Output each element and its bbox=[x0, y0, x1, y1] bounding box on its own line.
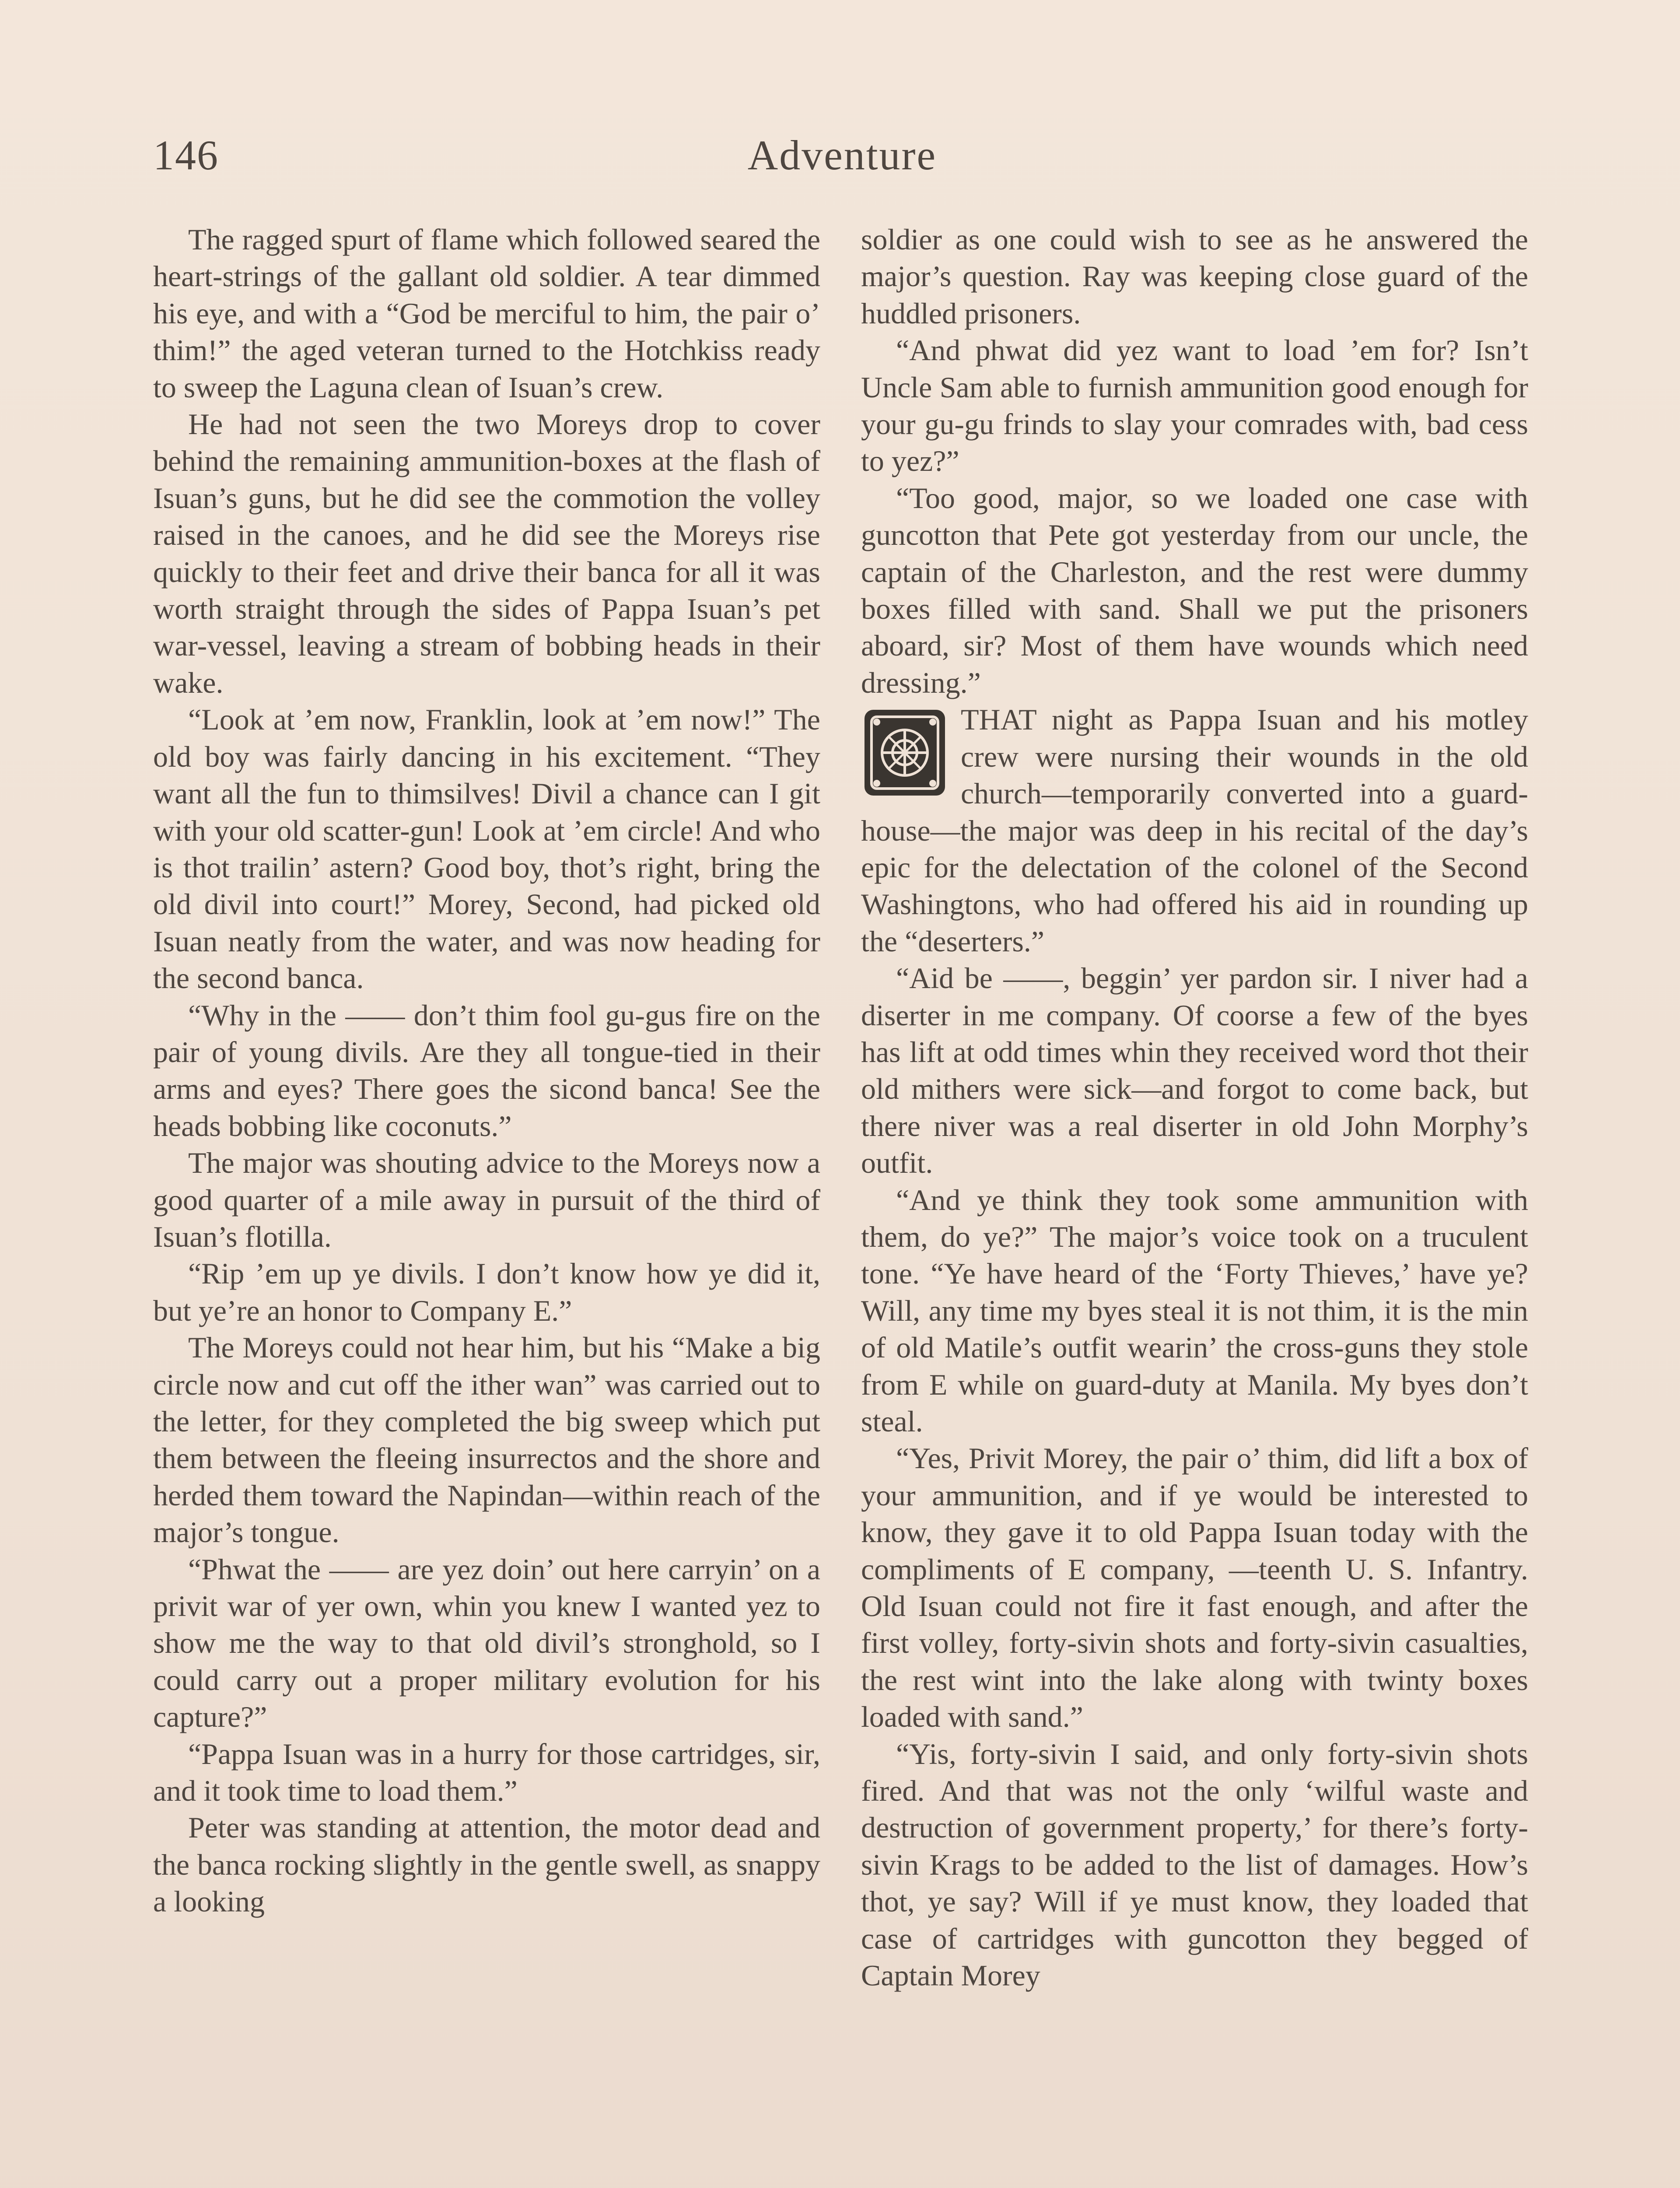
paragraph: Peter was standing at attention, the motor dead and the banca rocking slightly in the gentle swell, as snappy a looking bbox=[153, 1811, 820, 1918]
paragraph: “Pappa Isuan was in a hurry for those cartridges, sir, and it took time to load them.” bbox=[153, 1737, 820, 1808]
right-column bbox=[861, 221, 1528, 1994]
paragraph: “Phwat the —— are yez doin’ out here carryin’ on a privit war of yer own, whin you knew I wanted yez to show me the way to that old divil’s stronghold, so I could carry out a proper military evolution for his capture?” bbox=[153, 1552, 820, 1734]
paragraph: The major was shouting advice to the Moreys now a good quarter of a mile away in pursuit of the third of Isuan’s flotilla. bbox=[153, 1146, 820, 1253]
paragraph: “Why in the —— don’t thim fool gu-gus fire on the pair of young divils. Are they all tongue-tied in their arms and eyes? There goes the sicond banca! See the heads bobbing like coconuts.” bbox=[153, 998, 820, 1143]
paragraph: “And ye think they took some ammunition with them, do ye?” The major’s voice took on a truculent tone. “Ye have heard of the ‘Forty Thieves,’ have ye? Will, any time my byes steal it is not thim, it is the min of old Matile’s outfit wearin’ the cross-guns they stole from E while on guard-duty at Manila. My byes don’t steal. bbox=[861, 1183, 1528, 1438]
paragraph: “Yes, Privit Morey, the pair o’ thim, did lift a box of your ammunition, and if ye would be interested to know, they gave it to old Pappa Isuan today with the compliments of E company, —teenth U. S. Infantry. Old Isuan could not fire it fast enough, and after the first volley, forty-sivin shots and forty-sivin casualties, the rest wint into the lake along with twinty boxes loaded with sand.” bbox=[861, 1441, 1528, 1734]
paragraph: “Too good, major, so we loaded one case with guncotton that Pete got yesterday from our uncle, the captain of the Charleston, and the rest were dummy boxes filled with sand. Shall we put the prisoners aboard, sir? Most of them have wounds which need dressing.” bbox=[861, 481, 1528, 699]
paragraph: THAT night as Pappa Isuan and his motley crew were nursing their wounds in the old church—temporarily converted into a guard-house—the major was deep in his recital of the day’s epic for the delectation of the colonel of the Second Washingtons, who had offered his aid in rounding up the “deserters.” bbox=[861, 703, 1528, 958]
paragraph: soldier as one could wish to see as he answered the major’s question. Ray was keeping close guard of the huddled prisoners. bbox=[861, 223, 1528, 330]
paragraph: “And phwat did yez want to load ’em for? Isn’t Uncle Sam able to furnish ammunition good enough for your gu-gu frinds to slay your comrades with, bad cess to yez?” bbox=[861, 333, 1528, 478]
section-opening bbox=[861, 701, 1528, 960]
paragraph: He had not seen the two Moreys drop to cover behind the remaining ammunition-boxes at the flash of Isuan’s guns, but he did see the commotion the volley raised in the canoes, and he did see the Moreys rise quickly to their feet and drive their banca for all it was worth straight through the sides of Pappa Isuan’s pet war-vessel, leaving a stream of bobbing heads in their wake. bbox=[153, 407, 820, 699]
page-header bbox=[153, 127, 1531, 184]
left-column bbox=[153, 221, 820, 1920]
paragraph: “Aid be ——, beggin’ yer pardon sir. I niver had a diserter in me company. Of coorse a few of the byes has lift at odd times whin they received word thot their old mithers were sick—and forgot to come back, but there niver was a real diserter in old John Morphy’s outfit. bbox=[861, 961, 1528, 1180]
celtic-knot-dropcap-icon bbox=[861, 705, 948, 801]
paragraph: “Rip ’em up ye divils. I don’t know how ye did it, but ye’re an honor to Company E.” bbox=[153, 1257, 820, 1327]
paragraph: “Look at ’em now, Franklin, look at ’em now!” The old boy was fairly dancing in his excitement. “They want all the fun to thimsilves! Divil a chance can I git with your old scatter-gun! Look at ’em circle! And who is thot trailin’ astern? Good boy, thot’s right, bring the old divil into court!” Morey, Second, had picked old Isuan neatly from the water, and was now heading for the second banca. bbox=[153, 703, 820, 995]
paragraph: “Yis, forty-sivin I said, and only forty-sivin shots fired. And that was not the only ‘wilful waste and destruction of government property,’ for there’s forty-sivin Krags to be added to the list of damages. How’s thot, ye say? Will if ye must know, they loaded that case of cartridges with guncotton they begged of Captain Morey bbox=[861, 1737, 1528, 1992]
page-number: 146 bbox=[153, 132, 219, 179]
running-title: Adventure bbox=[747, 132, 937, 179]
paragraph: The ragged spurt of flame which followed seared the heart-strings of the gallant old soldier. A tear dimmed his eye, and with a “God be merciful to him, the pair o’ thim!” the aged veteran turned to the Hotchkiss ready to sweep the Laguna clean of Isuan’s crew. bbox=[153, 223, 820, 404]
paragraph: The Moreys could not hear him, but his “Make a big circle now and cut off the ither wan” was carried out to the letter, for they completed the big sweep which put them between the fleeing insurrectos and the shore and herded them toward the Napindan—within reach of the major’s tongue. bbox=[153, 1331, 820, 1549]
